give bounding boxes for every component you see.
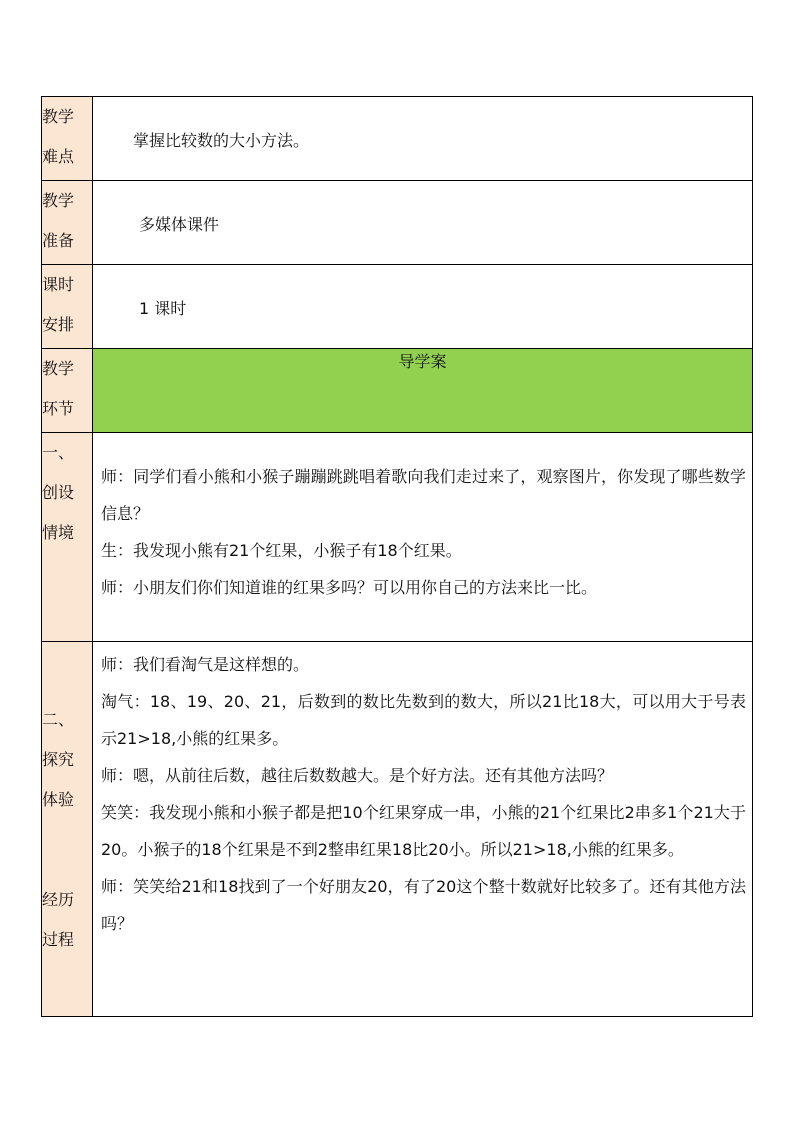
row-content <box>93 265 753 349</box>
dialogue-paragraph: 师：小朋友们你们知道谁的红果多吗？可以用你自己的方法来比一比。 <box>101 578 598 597</box>
row-content <box>93 181 753 265</box>
difficulty-text: 掌握比较数的大小方法。 <box>133 131 310 150</box>
dialogue-paragraph: 师：同学们看小熊和小猴子蹦蹦跳跳唱着歌向我们走过来了，观察图片，你发现了哪些数学信息？ <box>101 467 746 523</box>
row-content <box>93 97 753 181</box>
label-line: 难点 <box>42 147 75 166</box>
dialogue-paragraph: 师：笑笑给21和18找到了一个好朋友20，有了20这个整十数就好比较多了。还有其他方法吗？ <box>101 877 746 933</box>
dialogue-paragraph: 师：我们看淘气是这样想的。 <box>101 655 310 674</box>
label-line: 过程 <box>42 930 75 949</box>
row-stage-header <box>42 349 753 433</box>
row-difficulty <box>42 97 753 181</box>
label-line: 情境 <box>42 523 75 542</box>
label-line: 教学 <box>42 359 75 378</box>
label-line: 一、 <box>42 443 75 462</box>
row-label <box>42 265 93 349</box>
row-label <box>42 97 93 181</box>
label-line: 二、 <box>42 710 75 729</box>
label-line: 安排 <box>42 315 75 334</box>
label-line: 探究 <box>42 750 75 769</box>
dialogue-paragraph: 淘气：18、19、20、21，后数到的数比先数到的数大，所以21比18大，可以用大于号表示21>18,小熊的红果多。 <box>101 692 746 748</box>
label-line: 教学 <box>42 107 75 126</box>
label-line: 经历 <box>42 890 75 909</box>
row-schedule <box>42 265 753 349</box>
dialogue-paragraph: 师：嗯，从前往后数，越往后数数越大。是个好方法。还有其他方法吗？ <box>101 766 614 785</box>
section-content <box>93 433 753 642</box>
row-section-2 <box>42 642 753 1017</box>
section-content <box>93 642 753 1017</box>
section-label <box>42 642 93 1017</box>
schedule-text: 1 课时 <box>139 299 187 318</box>
row-section-1 <box>42 433 753 642</box>
guide-header-cell <box>93 349 753 433</box>
row-label <box>42 181 93 265</box>
label-line: 创设 <box>42 483 75 502</box>
guide-header-text: 导学案 <box>398 352 447 371</box>
dialogue-paragraph: 生：我发现小熊有21个红果，小猴子有18个红果。 <box>101 541 462 560</box>
preparation-text: 多媒体课件 <box>139 215 220 234</box>
label-line: 准备 <box>42 231 75 250</box>
row-label <box>42 349 93 433</box>
row-preparation <box>42 181 753 265</box>
section-label <box>42 433 93 642</box>
lesson-plan-table <box>41 96 753 1017</box>
label-line: 教学 <box>42 191 75 210</box>
label-line: 课时 <box>42 275 75 294</box>
label-line: 体验 <box>42 790 75 809</box>
label-line: 环节 <box>42 399 75 418</box>
dialogue-paragraph: 笑笑：我发现小熊和小猴子都是把10个红果穿成一串，小熊的21个红果比2串多1个21大于20。小猴子的18个红果是不到2整串红果18比20小。所以21>18,小熊的红果多。 <box>101 803 746 859</box>
